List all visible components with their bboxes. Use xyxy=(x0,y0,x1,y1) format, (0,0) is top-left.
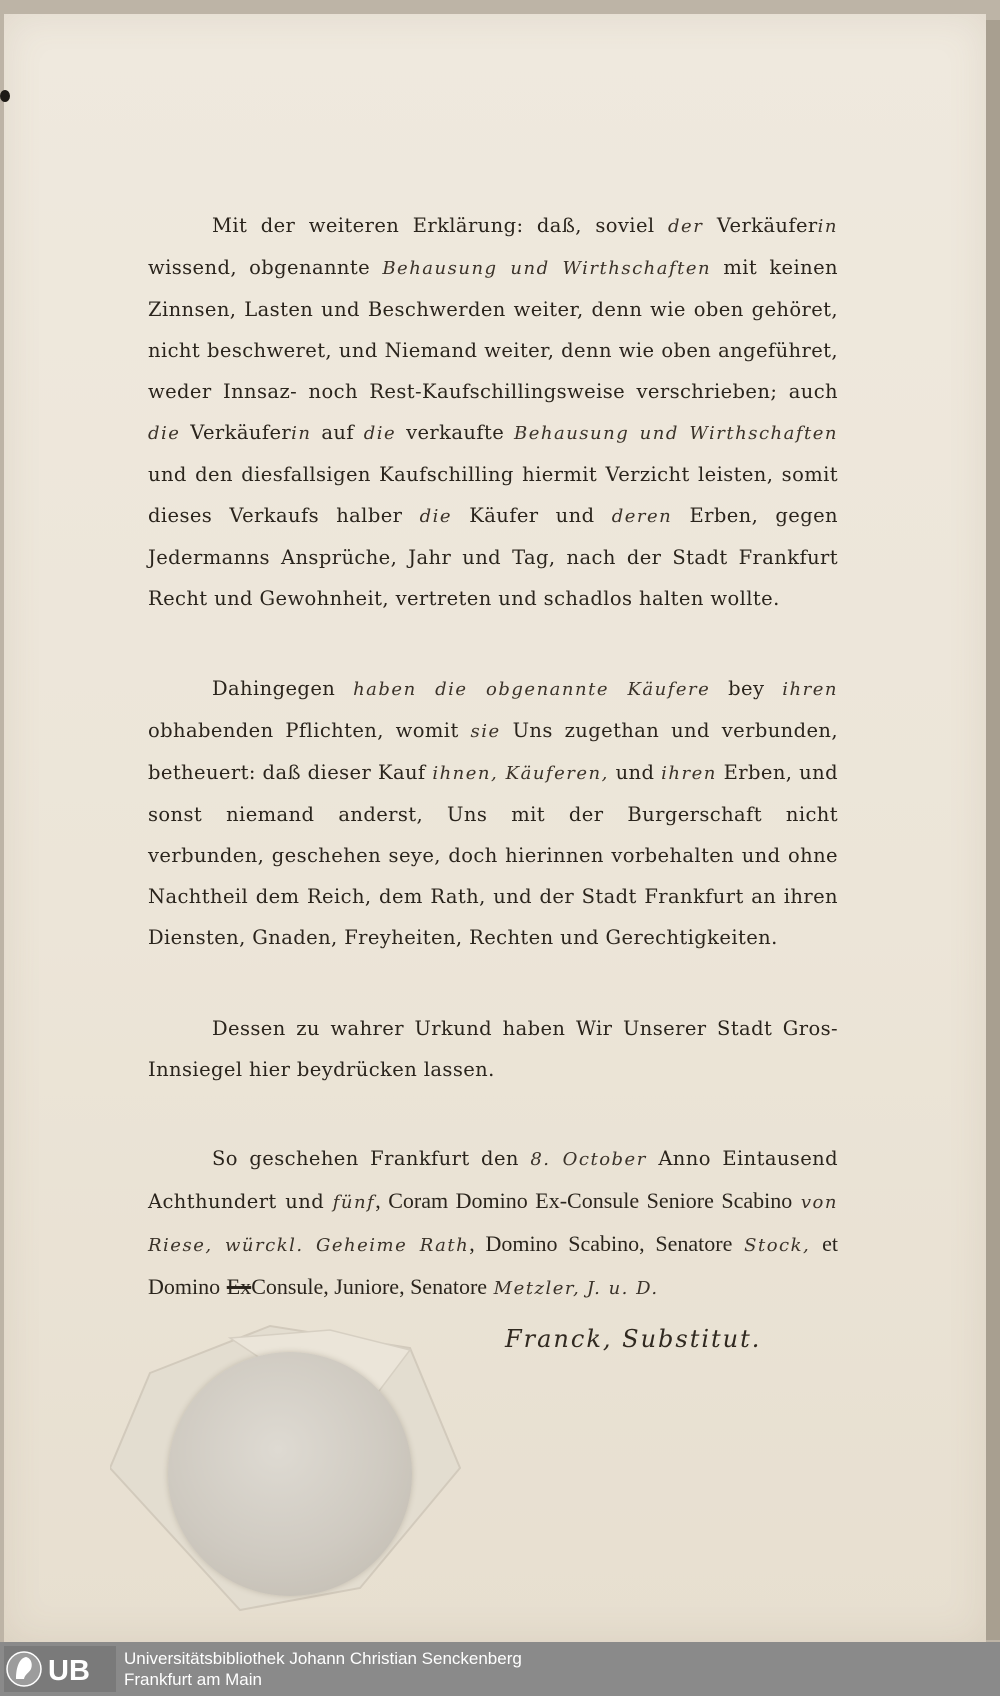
ub-logo-icon xyxy=(4,1646,116,1692)
print-text: Dessen zu wahrer Urkund haben Wir Unserer Stadt Gros-Innsiegel hier beydrücken lassen. xyxy=(148,1017,838,1081)
paragraph-declaration xyxy=(148,205,838,619)
handwritten-name: Metzler, xyxy=(493,1278,581,1299)
handwritten-entry: ihren xyxy=(782,679,838,700)
ub-logo-text: UB xyxy=(48,1655,90,1687)
print-text: Anno Eintausend Achthundert und xyxy=(148,1147,838,1213)
print-text: , Coram Domino Ex-Consule Seniore Scabino xyxy=(375,1188,793,1213)
library-name xyxy=(124,1648,522,1690)
print-text: Verkäufer xyxy=(190,421,292,444)
handwritten-entry: sie xyxy=(470,721,501,742)
handwritten-entry: haben die obgenannte Käufere xyxy=(353,679,711,700)
handwritten-entry: Behausung und Wirthschaften xyxy=(382,258,712,279)
handwritten-entry: die xyxy=(148,423,181,444)
handwritten-entry: in xyxy=(817,216,839,237)
paragraph-date-witnesses xyxy=(148,1138,838,1309)
print-text: , Domino Scabino, Senatore xyxy=(469,1231,733,1256)
print-text: mit keinen Zinnsen, Lasten und Beschwerden weiter, denn wie oben gehöret, nicht beschweret, und Niemand weiter, denn wie oben angeführet, weder Innsaz- noch Rest-Kaufschillingsweise verschrieben; auch xyxy=(148,256,838,403)
print-text: verkaufte xyxy=(406,421,505,444)
print-text: Erben, und sonst niemand anderst, Uns mit der Burgerschaft nicht verbunden, geschehen seye, doch hierinnen vorbehalten und ohne Nachtheil dem Reich, dem Rath, und der Stadt Frankfurt an ihren Diensten, Gnaden, Freyheiten, Rechten und Gerechtigkeiten. xyxy=(148,761,838,949)
handwritten-title: J. u. D. xyxy=(586,1278,659,1299)
handwritten-entry: ihren xyxy=(661,763,717,784)
handwritten-entry: Behausung und Wirthschaften xyxy=(513,423,838,444)
print-text: obhabenden Pflichten, womit xyxy=(148,719,459,742)
handwritten-name: von Riese, würckl. Geheime Rath xyxy=(148,1192,838,1256)
print-text: Käufer und xyxy=(469,504,595,527)
print-text: Mit der weiteren Erklärung: daß, soviel xyxy=(212,214,655,237)
paragraph-seal-statement xyxy=(148,1008,838,1090)
library-name-line2: Frankfurt am Main xyxy=(124,1670,262,1689)
print-text: bey xyxy=(728,677,765,700)
handwritten-entry: in xyxy=(291,423,312,444)
print-text: und den diesfallsigen Kaufschilling hiermit Verzicht leisten, somit dieses Verkaufs halber xyxy=(148,463,838,527)
page-edge xyxy=(986,20,1000,1640)
print-text: Erben, gegen Jedermanns Ansprüche, Jahr und Tag, nach der Stadt Frankfurt Recht und Gewohnheit, vertreten und schadlos halten wollte. xyxy=(148,504,839,610)
print-text: und xyxy=(615,761,655,784)
print-text: Dahingegen xyxy=(212,677,336,700)
print-text: Verkäufer xyxy=(716,214,818,237)
print-text: So geschehen Frankfurt den xyxy=(212,1147,519,1170)
signature: Franck, Substitut. xyxy=(505,1325,762,1353)
handwritten-name: Stock, xyxy=(744,1235,811,1256)
handwritten-entry: die xyxy=(363,423,397,444)
handwritten-entry: der xyxy=(668,216,704,237)
struck-text: Ex xyxy=(226,1274,252,1299)
print-text: et Domino xyxy=(148,1231,838,1299)
handwritten-entry: die xyxy=(419,506,453,527)
handwritten-entry: ihnen, Käuferen, xyxy=(432,763,609,784)
library-name-line1: Universitätsbibliothek Johann Christian Senckenberg xyxy=(124,1649,522,1668)
print-text: Consule, Juniore, Senatore xyxy=(251,1274,488,1299)
handwritten-year: fünf xyxy=(332,1192,376,1213)
handwritten-date: 8. October xyxy=(530,1149,647,1170)
print-text: Uns zugethan und verbunden, betheuert: daß dieser Kauf xyxy=(148,719,838,784)
print-text: auf xyxy=(321,421,354,444)
binding-hole xyxy=(0,90,10,102)
wax-seal xyxy=(168,1352,412,1596)
paragraph-oath xyxy=(148,668,838,958)
print-text: wissend, obgenannte xyxy=(148,256,371,279)
handwritten-entry: deren xyxy=(611,506,673,527)
library-footer xyxy=(0,1642,1000,1696)
